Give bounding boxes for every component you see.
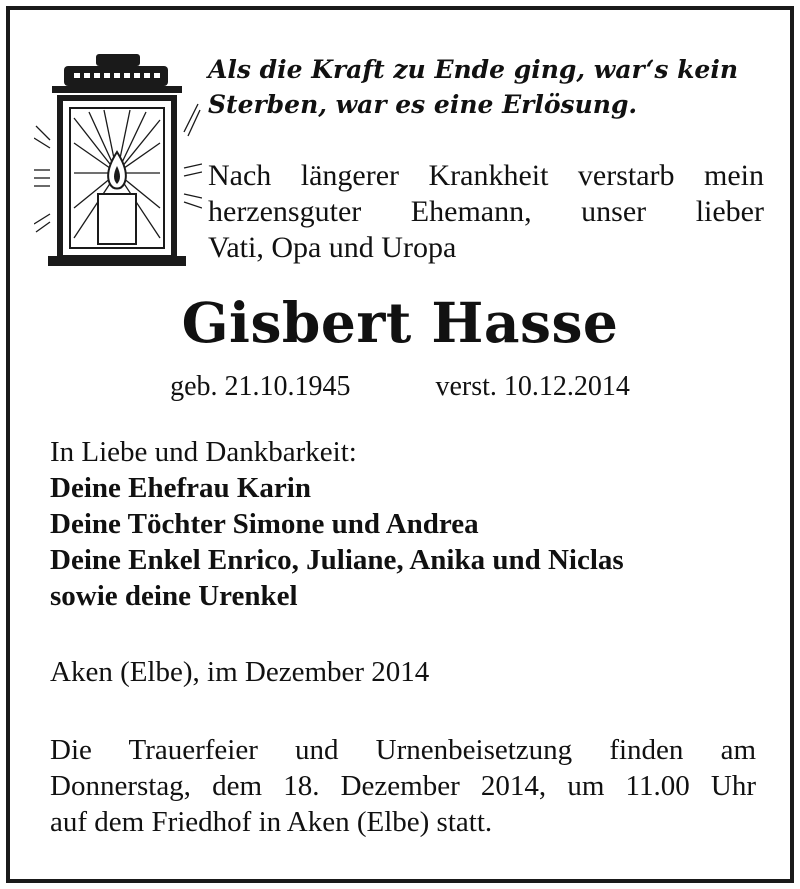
- mourner-line: Deine Enkel Enrico, Juliane, Anika und Niclas: [50, 544, 624, 576]
- announcement-line: herzensguter Ehemann, unser lieber: [208, 195, 764, 228]
- quote-line: Als die Kraft zu Ende ging, war‘s kein: [208, 55, 738, 84]
- mourners-heading: In Liebe und Dankbarkeit:: [50, 436, 357, 468]
- candle-lantern-icon: [34, 48, 202, 278]
- funeral-line: auf dem Friedhof in Aken (Elbe) statt.: [50, 806, 493, 838]
- mourner-line: Deine Ehefrau Karin: [50, 472, 311, 504]
- death-date: verst. 10.12.2014: [435, 371, 630, 402]
- announcement-line: Vati, Opa und Uropa: [208, 231, 457, 264]
- memorial-quote: [208, 52, 768, 122]
- mourners-list: [50, 434, 750, 614]
- birth-date: geb. 21.10.1945: [170, 371, 351, 402]
- life-dates: [10, 370, 790, 404]
- deceased-name: Gisbert Hasse: [181, 290, 619, 355]
- funeral-notice: [50, 732, 756, 840]
- death-announcement: [208, 158, 764, 266]
- funeral-line: Donnerstag, dem 18. Dezember 2014, um 11.00 Uhr: [50, 770, 756, 802]
- quote-line: Sterben, war es eine Erlösung.: [208, 90, 638, 119]
- place-and-date: Aken (Elbe), im Dezember 2014: [50, 656, 430, 688]
- funeral-line: Die Trauerfeier und Urnenbeisetzung finden am: [50, 734, 756, 766]
- announcement-line: Nach längerer Krankheit verstarb mein: [208, 159, 764, 192]
- mourner-line: Deine Töchter Simone und Andrea: [50, 508, 479, 540]
- obituary-notice: [6, 6, 794, 883]
- mourner-line: sowie deine Urenkel: [50, 580, 298, 612]
